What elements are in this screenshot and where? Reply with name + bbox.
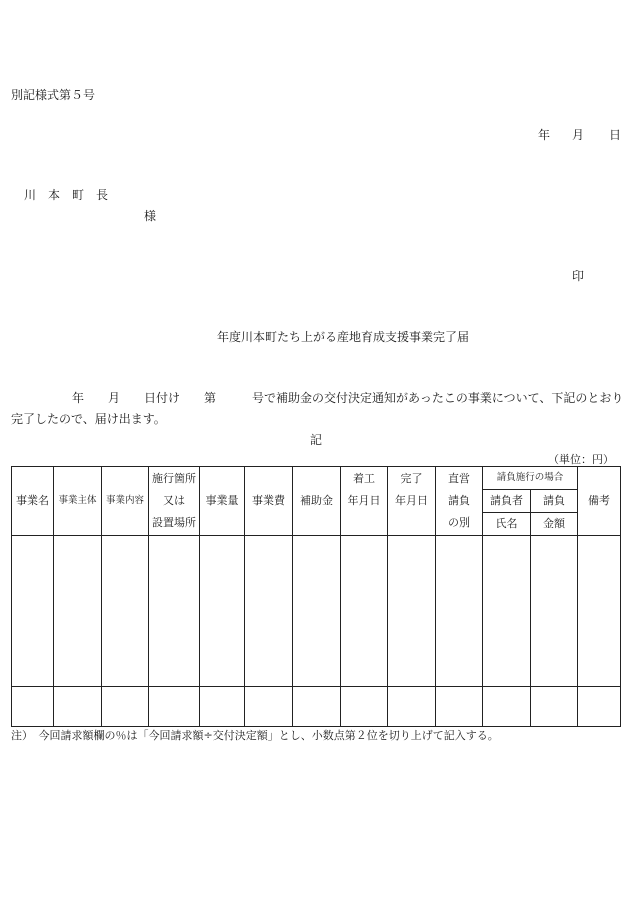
header-biko: 備考 xyxy=(578,467,621,536)
body-text: 号で補助金の交付決定通知があったこの事業について、下記のとおり xyxy=(252,391,624,405)
header-ukeoisha-1: 請負者 xyxy=(483,490,531,513)
header-ryo: 事業量 xyxy=(200,467,245,536)
table-row xyxy=(12,536,621,687)
header-jigyomei: 事業名 xyxy=(12,467,54,536)
date-month: 月 xyxy=(572,128,585,142)
body-month: 月 xyxy=(108,391,121,405)
recipient-honorific: 様 xyxy=(144,209,157,223)
body-year: 年 xyxy=(72,391,85,405)
header-ukeoi-kingaku-2: 金額 xyxy=(531,513,578,536)
footnote: 注） 今回請求額欄の％は「今回請求額÷交付決定額」とし、小数点第２位を切り上げて記入する。 xyxy=(11,729,499,742)
recipient-title: 川 本 町 長 xyxy=(24,188,109,202)
unit-label: （単位：円） xyxy=(548,453,614,466)
header-shutai: 事業主体 xyxy=(54,467,102,536)
header-ukeoi-group: 請負施行の場合 xyxy=(483,467,578,490)
table-row xyxy=(12,687,621,727)
ki-heading: 記 xyxy=(310,433,323,447)
form-number: 別記様式第５号 xyxy=(11,88,96,102)
header-naiyo: 事業内容 xyxy=(102,467,149,536)
body-number-prefix: 第 xyxy=(204,391,217,405)
header-chakko: 着工 年月日 xyxy=(341,467,388,536)
date-year: 年 xyxy=(538,128,551,142)
body-day: 日付け xyxy=(144,391,181,405)
body-line-2: 完了したので、届け出ます。 xyxy=(11,412,166,426)
completion-table xyxy=(11,466,621,727)
header-hi: 事業費 xyxy=(245,467,293,536)
header-kanryo: 完了 年月日 xyxy=(388,467,436,536)
date-day: 日 xyxy=(609,128,622,142)
header-ukeoi-kingaku-1: 請負 xyxy=(531,490,578,513)
header-hojokin: 補助金 xyxy=(293,467,341,536)
header-chokuei: 直営 請負 の別 xyxy=(436,467,483,536)
seal-mark: 印 xyxy=(572,269,585,283)
header-sekou: 施行箇所 又は 設置場所 xyxy=(149,467,200,536)
document-title: 年度川本町たち上がる産地育成支援事業完了届 xyxy=(217,330,470,344)
header-ukeoisha-2: 氏名 xyxy=(483,513,531,536)
